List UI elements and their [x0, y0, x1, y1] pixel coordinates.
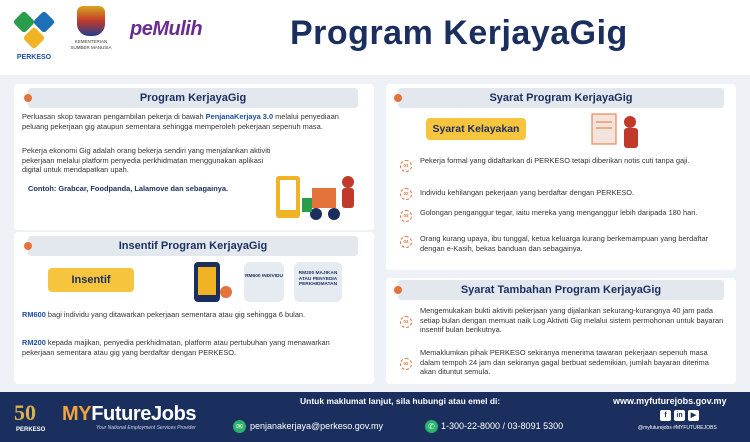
- insentif-item-2: RM200 kepada majikan, penyedia perkhidmatan, platform atau pertubuhan yang menawarkan pekerjaan sementara atau gig yang berdaftar dengan PERKESO.: [22, 338, 330, 357]
- tambahan-num-2: 02: [400, 358, 412, 370]
- syarat-heading: Syarat Program KerjayaGig: [398, 88, 724, 108]
- document-person-icon: [586, 112, 646, 152]
- program-point-1: Perluasan skop tawaran pengambilan pekerja di bawah PenjanaKerjaya 3.0 melalui penyediaan peluang pekerjaan gig ataupun sementara sehingga memperoleh pekerjaan sepenuh masa.: [22, 112, 339, 131]
- social-handle: @myfuturejobs #MYFUTUREJOBS: [638, 425, 717, 431]
- email-icon: ✉: [233, 420, 246, 433]
- insentif-panel: [14, 232, 374, 384]
- tambahan-item-1: Mengemukakan bukti aktiviti pekerjaan yang dijalankan sekurang-kurangnya 40 jam pada setiap bulan dengan memuat naik Log Aktiviti Gig melalui sistem permohonan untuk bayaran insentif bulan berikutnya.: [420, 306, 724, 334]
- tambahan-heading: Syarat Tambahan Program KerjayaGig: [398, 280, 724, 300]
- syarat-item-4: Orang kurang upaya, ibu tunggal, ketua keluarga kurang berkemampuan yang berdaftar dengan e-Kasih, bekas banduan dan sebagainya.: [420, 234, 709, 253]
- crest-icon: [77, 6, 105, 36]
- ministry-logo: KEMENTERIAN SUMBER MANUSIA: [66, 6, 116, 66]
- syarat-num-4: 04: [400, 236, 412, 248]
- tambahan-num-1: 01: [400, 316, 412, 328]
- insentif-heading: Insentif Program KerjayaGig: [28, 236, 358, 256]
- syarat-panel: [386, 84, 736, 270]
- phone-illustration-icon: [188, 260, 236, 304]
- footer: 50 PERKESO MYFutureJobs Your National Employment Services Provider Untuk maklumat lanjut, sila hubungi atau emel di: ✉ penjanakerjaya@perkeso.gov.my ✆ 1-300-22-8000 / 03-8091 5300 www.myfuturejobs.gov.my f in ▶ @myfuturejobs #MYFUTUREJOBS: [0, 392, 750, 442]
- tambahan-panel: [386, 278, 736, 384]
- tagline: Your National Employment Services Provider: [96, 425, 196, 431]
- rm600-card: RM600 INDIVIDU: [244, 262, 284, 302]
- tambahan-item-2: Memaklumkan pihak PERKESO sekiranya menerima tawaran pekerjaan sepenuh masa dalam tempoh 24 jam dan sekiranya gagal berbuat sedemikian, jumlah bayaran diterima akan dituntut semula.: [420, 348, 709, 376]
- syarat-item-3: Golongan penganggur tegar, iaitu mereka yang menganggur lebih daripada 180 hari.: [420, 208, 698, 217]
- youtube-icon[interactable]: ▶: [688, 410, 699, 421]
- rm200-card: RM200 MAJIKAN ATAU PENYEDIA PERKHIDMATAN: [294, 262, 342, 302]
- insentif-label: Insentif: [48, 268, 134, 292]
- program-heading: Program KerjayaGig: [28, 88, 358, 108]
- fifty-years-logo: 50: [14, 400, 36, 425]
- program-example: Contoh: Grabcar, Foodpanda, Lalamove dan sebagainya.: [28, 184, 228, 193]
- syarat-kelayakan-label: Syarat Kelayakan: [426, 118, 526, 140]
- phone-numbers[interactable]: 1-300-22-8000 / 03-8091 5300: [441, 421, 564, 431]
- header: [0, 0, 750, 75]
- myfuturejobs-logo: MYFutureJobs: [62, 403, 197, 425]
- linkedin-icon[interactable]: in: [674, 410, 685, 421]
- syarat-num-1: 01: [400, 160, 412, 172]
- contact-heading: Untuk maklumat lanjut, sila hubungi atau emel di:: [300, 396, 501, 406]
- website-link[interactable]: www.myfuturejobs.gov.my: [613, 396, 727, 406]
- program-point-2: Pekerja ekonomi Gig adalah orang bekerja sendiri yang menjalankan aktiviti pekerjaan melalui platform penyedia perkhidmatan menggunakan aplikasi digital untuk mendapatkan upah.: [22, 146, 271, 174]
- syarat-item-2: Individu kehilangan pekerjaan yang berdaftar dengan PERKESO.: [420, 188, 635, 197]
- facebook-icon[interactable]: f: [660, 410, 671, 421]
- syarat-num-2: 02: [400, 188, 412, 200]
- phone-icon: ✆: [425, 420, 438, 433]
- syarat-item-1: Pekerja formal yang didaftarkan di PERKESO tetapi diberikan notis cuti tanpa gaji.: [420, 156, 690, 165]
- program-panel: [14, 84, 374, 230]
- syarat-num-3: 03: [400, 210, 412, 222]
- pemulih-logo: peMulih: [130, 18, 203, 40]
- page-title: Program KerjayaGig: [290, 14, 628, 52]
- insentif-item-1: RM600 bagi individu yang ditawarkan pekerjaan sementara atau gig sehingga 6 bulan.: [22, 310, 306, 319]
- email-link[interactable]: penjanakerjaya@perkeso.gov.my: [250, 421, 384, 431]
- perkeso-logo: PERKESO: [12, 8, 56, 66]
- delivery-illustration-icon: [272, 170, 368, 226]
